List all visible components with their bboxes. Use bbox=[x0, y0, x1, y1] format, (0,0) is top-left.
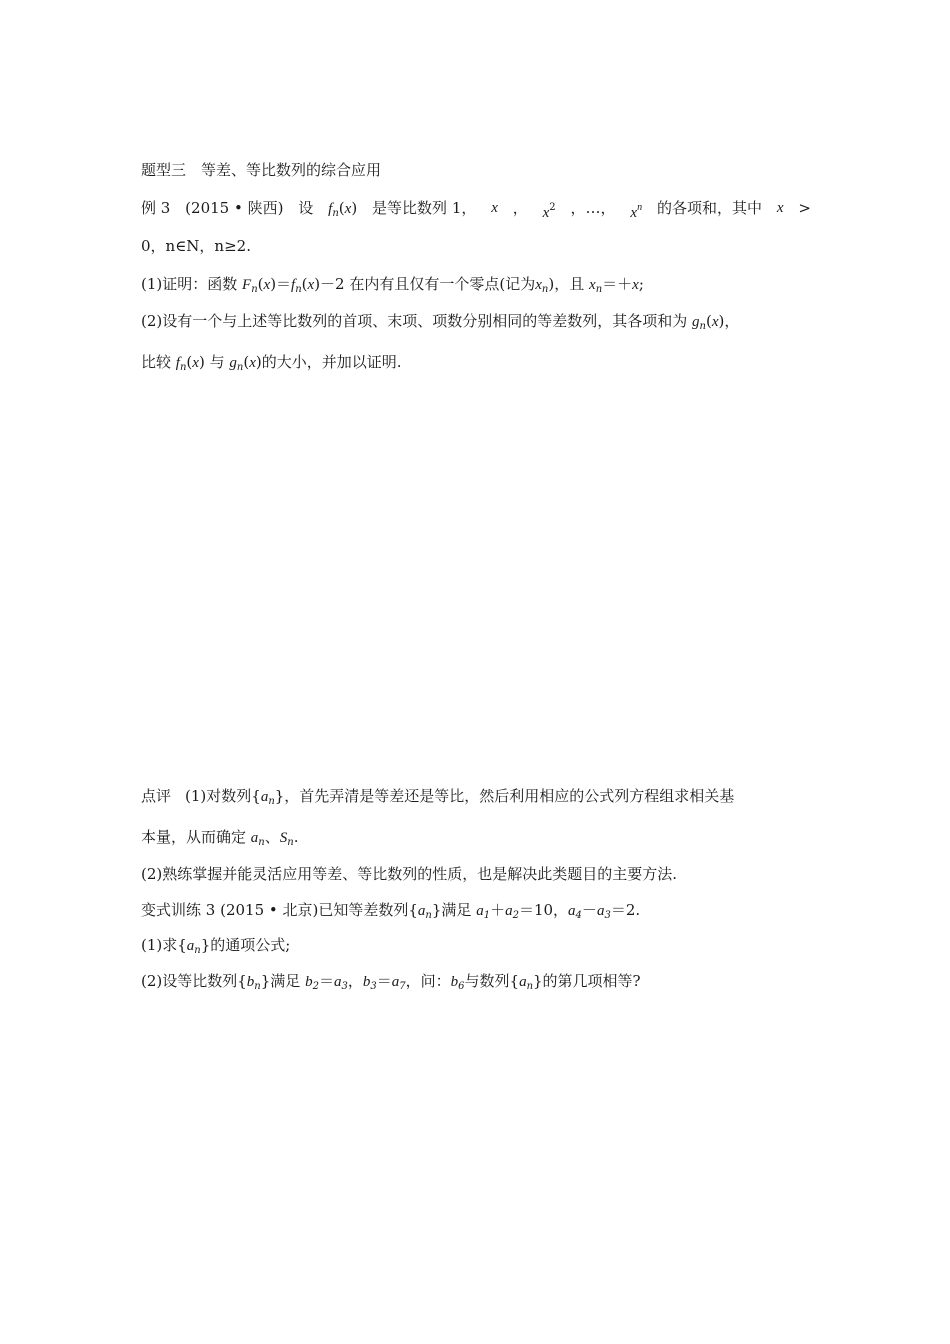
example-line-2: 0，n∈N，n≥2. bbox=[141, 237, 251, 255]
formula-fn-compare: $f_n(x)$ bbox=[175, 353, 205, 373]
formula-gn: $g_n(x)$ bbox=[692, 312, 725, 332]
exercise-q1 bbox=[141, 935, 290, 961]
term-a7: $a_7$ bbox=[391, 974, 406, 992]
stem-text-d: ＝10， bbox=[518, 901, 569, 919]
q2-text-d: ， bbox=[347, 972, 363, 990]
term-Sn: $S_n$ bbox=[279, 830, 294, 848]
part1-text-c: )，且 bbox=[548, 275, 585, 293]
term-x2: $x^2$ bbox=[542, 202, 556, 221]
q2-text-c: ＝ bbox=[318, 972, 334, 990]
term-an-q1: $a_n$ bbox=[186, 938, 201, 956]
stem-text-a: 已知等差数列{ bbox=[318, 901, 418, 919]
example-text-c: ， bbox=[512, 199, 528, 217]
example-part-2-line-1 bbox=[141, 311, 739, 337]
example-source: (2015 • 陕西) bbox=[185, 199, 284, 217]
term-a4: $a_4$ bbox=[568, 903, 582, 921]
section-title: 题型三 等差、等比数列的综合应用 bbox=[141, 161, 382, 179]
term-b2: $b_2$ bbox=[305, 974, 319, 992]
term-a3-q2: $a_3$ bbox=[333, 974, 348, 992]
term-an: $a_n$ bbox=[260, 789, 275, 807]
term-xn-eq: $x_n$ bbox=[589, 277, 603, 295]
stem-text-e: － bbox=[581, 901, 597, 919]
exercise-stem bbox=[141, 900, 640, 926]
exercise-q2 bbox=[141, 971, 641, 997]
part1-text-e: ; bbox=[638, 275, 644, 293]
part2-text-b: ， bbox=[724, 312, 740, 330]
example-text-d: ，…， bbox=[570, 199, 616, 217]
stem-text-b: }满足 bbox=[431, 901, 472, 919]
term-an-q2: $a_n$ bbox=[519, 974, 534, 992]
q2-text-e: ＝ bbox=[376, 972, 392, 990]
comment-text-a: (1)对数列{ bbox=[185, 787, 261, 805]
exercise-source: (2015 • 北京) bbox=[220, 901, 319, 919]
term-a2: $a_2$ bbox=[505, 903, 519, 921]
term-an-ex: $a_n$ bbox=[417, 903, 432, 921]
term-xn-zero: $x_n$ bbox=[535, 277, 549, 295]
stem-text-c: ＋ bbox=[490, 901, 506, 919]
term-x-end: x bbox=[632, 277, 639, 293]
term-b3: $b_3$ bbox=[362, 974, 377, 992]
comment-line-1 bbox=[141, 786, 734, 812]
part1-text-d: ＝＋ bbox=[602, 275, 633, 293]
term-xn: $x^n$ bbox=[630, 202, 643, 221]
comment-line2-text-b: 、 bbox=[264, 828, 280, 846]
comment-label: 点评 bbox=[141, 787, 172, 805]
part2-line2-text-c: 的大小，并加以证明. bbox=[261, 353, 402, 371]
formula-fn: $f_n(x)$ bbox=[328, 199, 358, 219]
example-text-b: 是等比数列 1， bbox=[372, 199, 477, 217]
comment-line-2 bbox=[141, 827, 299, 853]
example-text-e: 的各项和，其中 bbox=[656, 199, 762, 217]
comment-line2-text-a: 本量，从而确定 bbox=[141, 828, 247, 846]
term-an-2: $a_n$ bbox=[250, 830, 265, 848]
term-b6: $b_6$ bbox=[450, 974, 465, 992]
formula-Fn: $F_n(x)=f_n(x)-2$ bbox=[242, 275, 345, 295]
q2-text-g: 与数列{ bbox=[464, 972, 520, 990]
q2-text-a: (2)设等比数列{ bbox=[141, 972, 247, 990]
part1-text-b: 在内有且仅有一个零点(记为 bbox=[349, 275, 536, 293]
term-a3: $a_3$ bbox=[596, 903, 611, 921]
exercise-label: 变式训练 3 bbox=[141, 901, 216, 919]
q2-text-f: ，问： bbox=[405, 972, 451, 990]
example-label: 例 3 bbox=[141, 199, 171, 217]
example-part-2-line-2 bbox=[141, 352, 402, 378]
term-a1: $a_1$ bbox=[476, 903, 491, 921]
term-bn: $b_n$ bbox=[246, 974, 261, 992]
stem-text-f: ＝2. bbox=[610, 901, 641, 919]
formula-gn-compare: $g_n(x)$ bbox=[229, 353, 262, 373]
q2-text-b: }满足 bbox=[260, 972, 301, 990]
example-line-1 bbox=[141, 198, 811, 224]
term-x: x bbox=[491, 200, 498, 216]
q2-text-h: }的第几项相等? bbox=[533, 972, 641, 990]
part2-line2-text-a: 比较 bbox=[141, 353, 172, 371]
q1-text-a: (1)求{ bbox=[141, 936, 187, 954]
part2-text-a: (2)设有一个与上述等比数列的首项、末项、项数分别相同的等差数列，其各项和为 bbox=[141, 312, 688, 330]
comment-line-3: (2)熟练掌握并能灵活应用等差、等比数列的性质，也是解决此类题目的主要方法. bbox=[141, 865, 678, 883]
part1-text-a: (1)证明：函数 bbox=[141, 275, 238, 293]
comment-line2-text-c: . bbox=[293, 828, 299, 846]
part2-line2-text-b: 与 bbox=[209, 353, 225, 371]
term-x-cond: x bbox=[776, 200, 784, 216]
example-text-f: > bbox=[798, 199, 811, 217]
comment-text-b: }，首先弄清是等差还是等比，然后利用相应的公式列方程组求相关基 bbox=[274, 787, 735, 805]
q1-text-b: }的通项公式; bbox=[200, 936, 291, 954]
example-part-1 bbox=[141, 274, 644, 300]
example-text-a: 设 bbox=[298, 199, 314, 217]
